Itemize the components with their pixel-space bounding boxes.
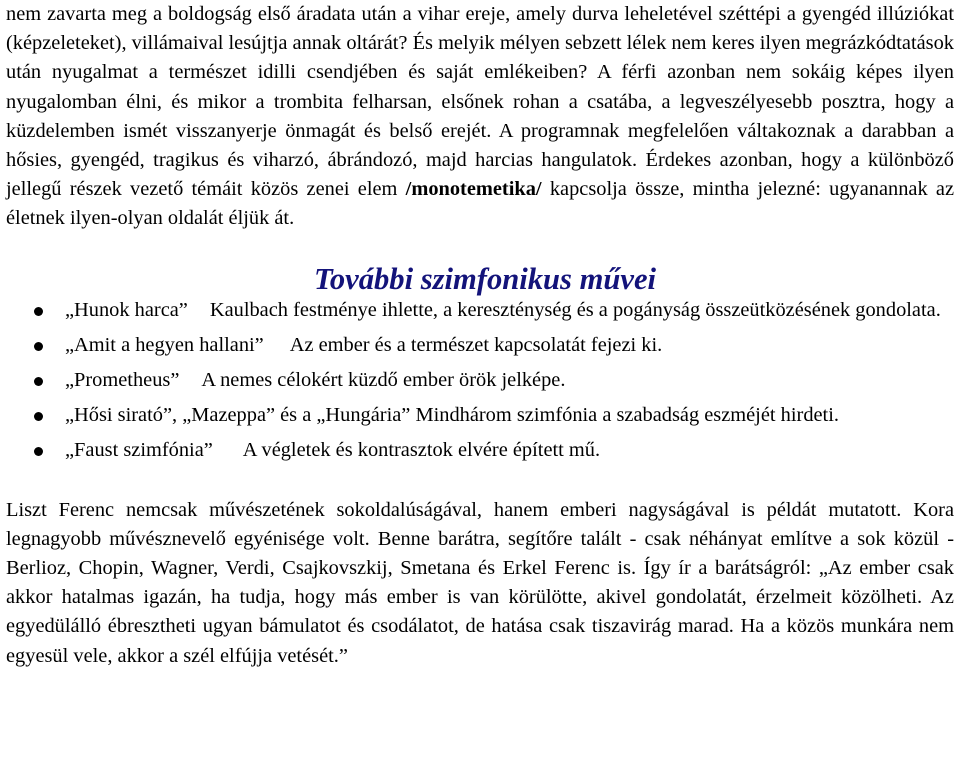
intro-paragraph xyxy=(6,0,954,234)
work-description: Kaulbach festménye ihlette, a kereszténység és a pogányság összeütközésének gondolata. xyxy=(209,298,941,321)
work-title: „Prometheus” xyxy=(65,369,180,392)
work-title: „Amit a hegyen hallani” xyxy=(65,333,264,356)
section-title: További szimfonikus művei xyxy=(313,261,657,296)
work-title: „Faust szimfónia” xyxy=(65,439,213,462)
bullet-icon xyxy=(34,377,43,386)
work-description: Mindhárom szimfónia a szabadság eszméjét hirdeti. xyxy=(415,404,839,427)
intro-text-1: nem zavarta meg a boldogság első áradata után a vihar ereje, amely durva leheletével széttépi a gyengéd illúziókat (képzeleteket), villámaival lesújtja annak oltárát? És melyik mélyen sebzett lélek nem keres ilyen megrázkódtatások után nyugalmat a természet idilli csendjében és saját emlékeiben? A férfi azonban nem sokáig képes ilyen nyugalomban élni, és mikor a trombita felharsan, elsőnek rohan a csatába, a legveszélyesebb posztra, hogy a küzdelemben ismét visszanyerje önmagát és belső erejét. A programnak megfelelően váltakoznak a darabban a hősies, gyengéd, tragikus és viharzó, ábrándozó, majd harcias hangulatok. Érdekes azonban, hogy a különböző jellegű részek vezető témáit közös zenei elem xyxy=(6,3,954,201)
list-item xyxy=(6,401,954,430)
list-item xyxy=(6,366,954,395)
intro-text-2: kapcsolja össze, mintha jelezné: ugyanannak az életnek ilyen-olyan oldalát éljük át. xyxy=(6,178,954,230)
list-item xyxy=(6,331,954,360)
spacer xyxy=(6,234,954,263)
bullet-icon xyxy=(34,412,43,421)
work-title: „Hunok harca” xyxy=(65,298,188,321)
bullet-icon xyxy=(34,447,43,456)
list-item xyxy=(6,296,954,325)
bullet-icon xyxy=(34,307,43,316)
work-description: A nemes célokért küzdő ember örök jelképe. xyxy=(201,369,566,392)
list-item xyxy=(6,436,954,465)
works-list xyxy=(6,296,954,466)
work-description: A végletek és kontrasztok elvére épített mű. xyxy=(242,439,601,462)
closing-paragraph: Liszt Ferenc nemcsak művészetének sokoldalúságával, hanem emberi nagyságával is példát mutatott. Kora legnagyobb művésznevelő egyénisége volt. Benne barátra, segítőre talált - csak néhányat említve a sok közül - Berlioz, Chopin, Wagner, Verdi, Csajkovszkij, Smetana és Erkel Ferenc is. Így ír a barátságról: „Az ember csak akkor hatalmas igazán, ha tudja, hogy más ember is van körülötte, akivel gondolatát, érzelmeit közölheti. Az egyedülálló ébresztheti ugyan bámulatot és csodálatot, de hatása csak tiszavirág marad. Ha a közös munkára nem egyesül vele, akkor a szél elfújja vetését.” xyxy=(6,498,954,667)
intro-bold-term: /monotemetika/ xyxy=(405,178,542,201)
document-page xyxy=(6,0,954,691)
bullet-icon xyxy=(34,342,43,351)
work-description: Az ember és a természet kapcsolatát fejezi ki. xyxy=(289,333,663,356)
work-title: „Hősi sirató”, „Mazeppa” és a „Hungária” xyxy=(65,404,411,427)
